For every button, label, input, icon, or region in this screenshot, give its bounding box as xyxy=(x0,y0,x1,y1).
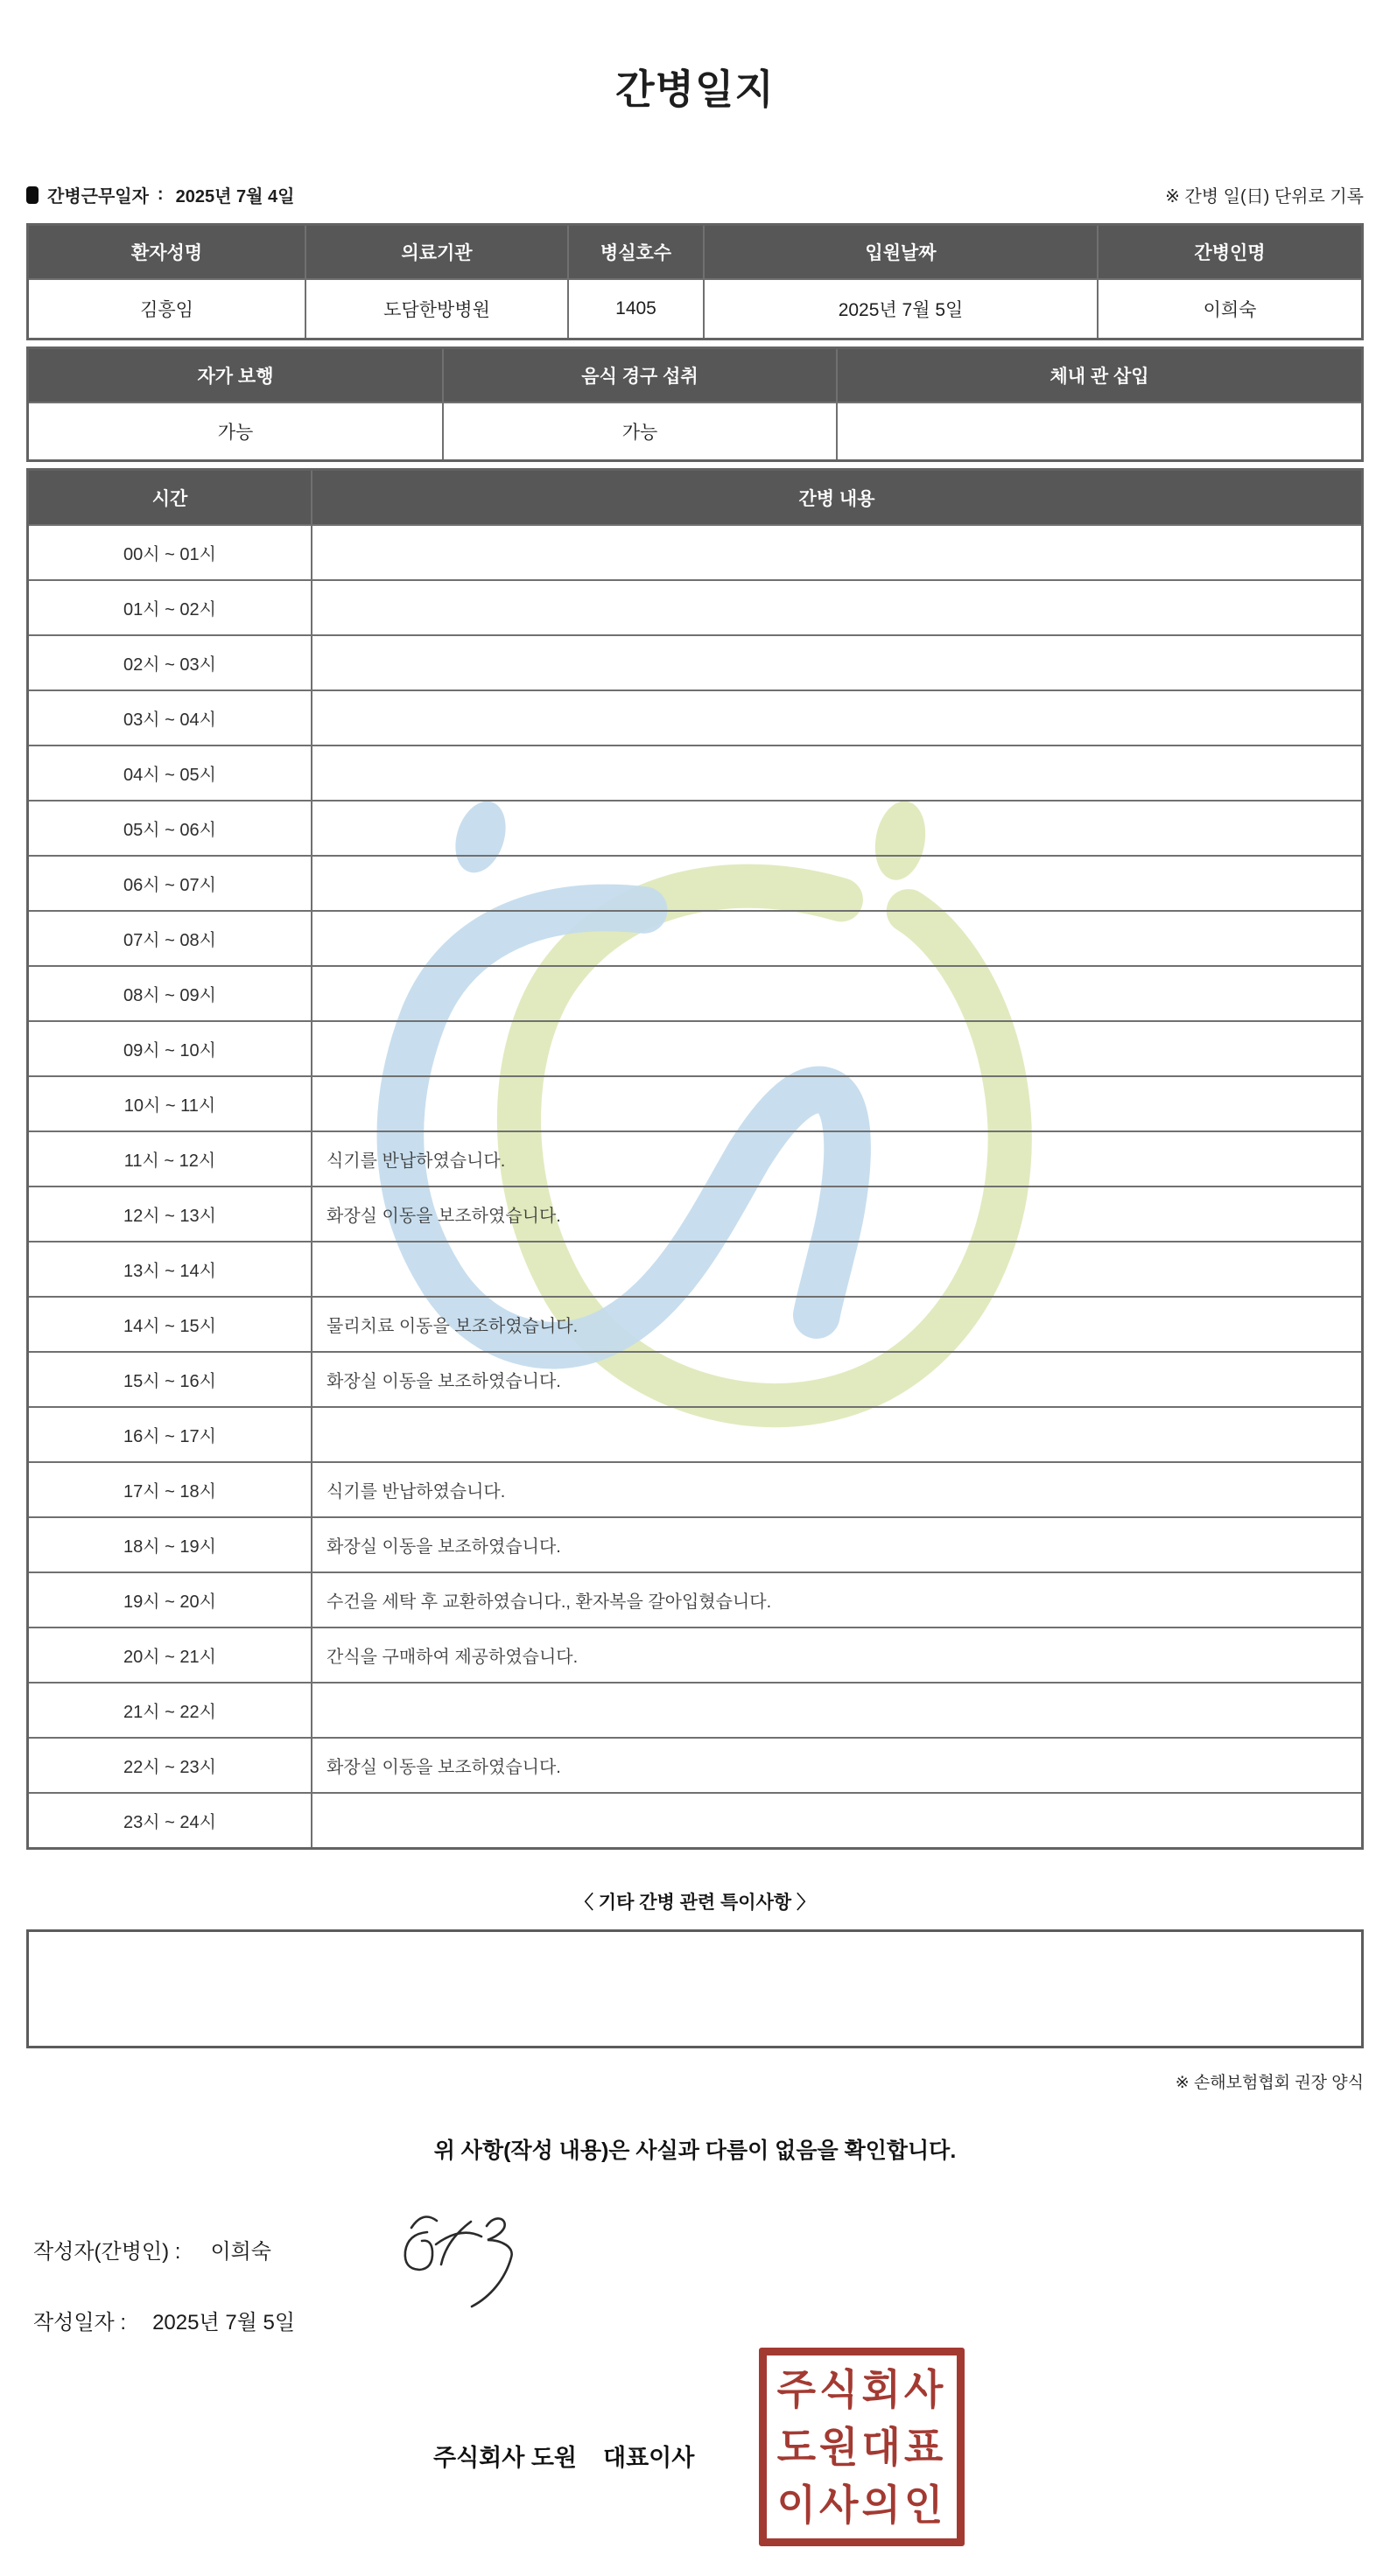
care-log-row xyxy=(29,1186,1361,1241)
care-log-row xyxy=(29,855,1361,910)
care-log-time: 15시 ~ 16시 xyxy=(123,1372,216,1392)
work-date-separator: : xyxy=(157,185,164,205)
caregiver-name-value: 이희숙 xyxy=(1097,280,1361,338)
stamp-line-3: 이사의인 xyxy=(776,2481,947,2529)
care-log-content xyxy=(311,1684,1361,1737)
care-log-body xyxy=(29,524,1361,1847)
care-log-row xyxy=(29,1241,1361,1296)
care-log-time: 17시 ~ 18시 xyxy=(123,1482,216,1502)
medical-institution-value: 도담한방병원 xyxy=(305,280,567,338)
care-log-content xyxy=(311,1242,1361,1296)
writer-line xyxy=(26,2231,1364,2266)
care-log-row xyxy=(29,1792,1361,1847)
care-log-time: 13시 ~ 14시 xyxy=(123,1262,216,1282)
care-log-row xyxy=(29,1627,1361,1682)
work-date xyxy=(26,182,294,207)
care-log-content xyxy=(311,1022,1361,1075)
care-log-row xyxy=(29,1572,1361,1627)
square-bullet-icon xyxy=(26,186,39,204)
patient-info-value-row xyxy=(29,278,1361,338)
care-log-time: 03시 ~ 04시 xyxy=(123,710,216,731)
care-log-content xyxy=(311,581,1361,634)
confirmation-statement: 위 사항(작성 내용)은 사실과 다름이 없음을 확인합니다. xyxy=(433,2138,957,2164)
care-log-content xyxy=(311,857,1361,910)
patient-info-table xyxy=(26,223,1364,340)
room-number-header: 병실호수 xyxy=(567,226,703,278)
writer-name: 이희숙 xyxy=(210,2239,271,2264)
admission-date-value: 2025년 7월 5일 xyxy=(703,280,1097,338)
care-log-row xyxy=(29,1351,1361,1406)
stamp-line-2: 도원대표 xyxy=(776,2423,947,2471)
care-log-time: 12시 ~ 13시 xyxy=(123,1207,216,1227)
care-log-content: 식기를 반납하였습니다. xyxy=(311,1463,1361,1516)
self-walking-header: 자가 보행 xyxy=(29,349,442,402)
care-log-time: 10시 ~ 11시 xyxy=(123,1096,216,1116)
writer-label: 작성자(간병인) : xyxy=(33,2239,181,2264)
care-log-time: 18시 ~ 19시 xyxy=(123,1537,216,1558)
care-log-content: 화장실 이동을 보조하였습니다. xyxy=(311,1187,1361,1241)
care-log-header-row xyxy=(29,471,1361,524)
care-log-time: 11시 ~ 12시 xyxy=(123,1152,216,1172)
care-log-row xyxy=(29,1130,1361,1186)
care-log-row xyxy=(29,1296,1361,1351)
care-log-row xyxy=(29,965,1361,1020)
care-log-time: 19시 ~ 20시 xyxy=(123,1592,216,1613)
oral-intake-value: 가능 xyxy=(442,403,836,459)
care-log-content xyxy=(311,912,1361,965)
tube-insertion-header: 체내 관 삽입 xyxy=(836,349,1361,402)
care-log-content: 화장실 이동을 보조하였습니다. xyxy=(311,1353,1361,1406)
written-date-line xyxy=(26,2305,1364,2335)
care-log-row xyxy=(29,800,1361,855)
stamp-line-1: 주식회사 xyxy=(776,2365,947,2413)
care-log-row xyxy=(29,690,1361,745)
care-log-row xyxy=(29,1737,1361,1792)
caregiver-name-header: 간병인명 xyxy=(1097,226,1361,278)
patient-info-header-row xyxy=(29,226,1361,278)
care-log-time: 08시 ~ 09시 xyxy=(123,986,216,1006)
corporate-seal-stamp xyxy=(759,2348,965,2546)
care-log-time: 21시 ~ 22시 xyxy=(123,1703,216,1723)
medical-institution-header: 의료기관 xyxy=(305,226,567,278)
room-number-value: 1405 xyxy=(567,280,703,338)
status-value-row xyxy=(29,402,1361,459)
care-log-row xyxy=(29,524,1361,579)
care-log-row xyxy=(29,1682,1361,1737)
care-log-row xyxy=(29,910,1361,965)
care-log-time: 16시 ~ 17시 xyxy=(123,1427,216,1447)
work-date-label: 간병근무일자 xyxy=(47,187,149,207)
care-log-content xyxy=(311,691,1361,745)
self-walking-value: 가능 xyxy=(217,423,254,444)
care-log-time: 04시 ~ 05시 xyxy=(123,766,216,786)
care-log-time: 20시 ~ 21시 xyxy=(123,1648,216,1668)
daily-record-note: ※ 간병 일(日) 단위로 기록 xyxy=(1165,187,1364,207)
care-log-time: 06시 ~ 07시 xyxy=(123,876,216,896)
special-notes-title: 〈 기타 간병 관련 특이사항 〉 xyxy=(574,1893,816,1914)
time-header: 시간 xyxy=(29,471,311,524)
care-log-row xyxy=(29,1075,1361,1130)
patient-name-value: 김흥임 xyxy=(140,300,193,321)
care-log-row xyxy=(29,1406,1361,1461)
written-date-value: 2025년 7월 5일 xyxy=(152,2311,296,2335)
page-title: 간병일지 xyxy=(615,66,775,112)
care-log-row xyxy=(29,1516,1361,1572)
care-log-row xyxy=(29,1020,1361,1075)
care-log-content: 수건을 세탁 후 교환하였습니다., 환자복을 갈아입혔습니다. xyxy=(311,1573,1361,1627)
care-log-time: 23시 ~ 24시 xyxy=(123,1813,216,1833)
care-log-content: 화장실 이동을 보조하였습니다. xyxy=(311,1739,1361,1792)
care-log-content xyxy=(311,1077,1361,1130)
work-date-line xyxy=(26,182,1364,207)
written-date-label: 작성일자 : xyxy=(33,2311,127,2335)
care-log-content xyxy=(311,802,1361,855)
care-log-content: 화장실 이동을 보조하였습니다. xyxy=(311,1518,1361,1572)
care-log-row xyxy=(29,634,1361,690)
care-log-time: 02시 ~ 03시 xyxy=(123,655,216,676)
care-log-content xyxy=(311,967,1361,1020)
care-log-content xyxy=(311,636,1361,690)
care-log-content: 식기를 반납하였습니다. xyxy=(311,1132,1361,1186)
care-log-time: 14시 ~ 15시 xyxy=(123,1317,216,1337)
tube-insertion-value xyxy=(836,403,1361,459)
care-log-row xyxy=(29,1461,1361,1516)
care-log-row xyxy=(29,745,1361,800)
patient-status-table xyxy=(26,346,1364,462)
company-ceo-line: 주식회사 도원 대표이사 xyxy=(433,2445,695,2472)
care-log-content xyxy=(311,1408,1361,1461)
company-seal-block xyxy=(26,2346,1364,2563)
patient-name-header: 환자성명 xyxy=(29,226,305,278)
care-log-table xyxy=(26,468,1364,1850)
care-log-time: 01시 ~ 02시 xyxy=(123,600,216,620)
care-log-content xyxy=(311,746,1361,800)
care-log-time: 00시 ~ 01시 xyxy=(123,545,216,565)
caregiver-signature xyxy=(383,2205,532,2314)
insurance-form-note: ※ 손해보험협회 권장 양식 xyxy=(1175,2074,1364,2093)
care-log-time: 09시 ~ 10시 xyxy=(123,1041,216,1061)
work-date-value: 2025년 7월 4일 xyxy=(175,187,295,207)
care-log-time: 05시 ~ 06시 xyxy=(123,821,216,841)
care-log-row xyxy=(29,579,1361,634)
special-notes-box xyxy=(26,1929,1364,2048)
care-log-time: 07시 ~ 08시 xyxy=(123,931,216,951)
care-log-time: 22시 ~ 23시 xyxy=(123,1758,216,1778)
status-header-row xyxy=(29,349,1361,402)
care-log-content xyxy=(311,1794,1361,1847)
care-log-content: 물리치료 이동을 보조하였습니다. xyxy=(311,1298,1361,1351)
oral-intake-header: 음식 경구 섭취 xyxy=(442,349,836,402)
care-log-content xyxy=(311,526,1361,579)
care-content-header: 간병 내용 xyxy=(311,471,1361,524)
care-log-content: 간식을 구매하여 제공하였습니다. xyxy=(311,1628,1361,1682)
admission-date-header: 입원날짜 xyxy=(703,226,1097,278)
